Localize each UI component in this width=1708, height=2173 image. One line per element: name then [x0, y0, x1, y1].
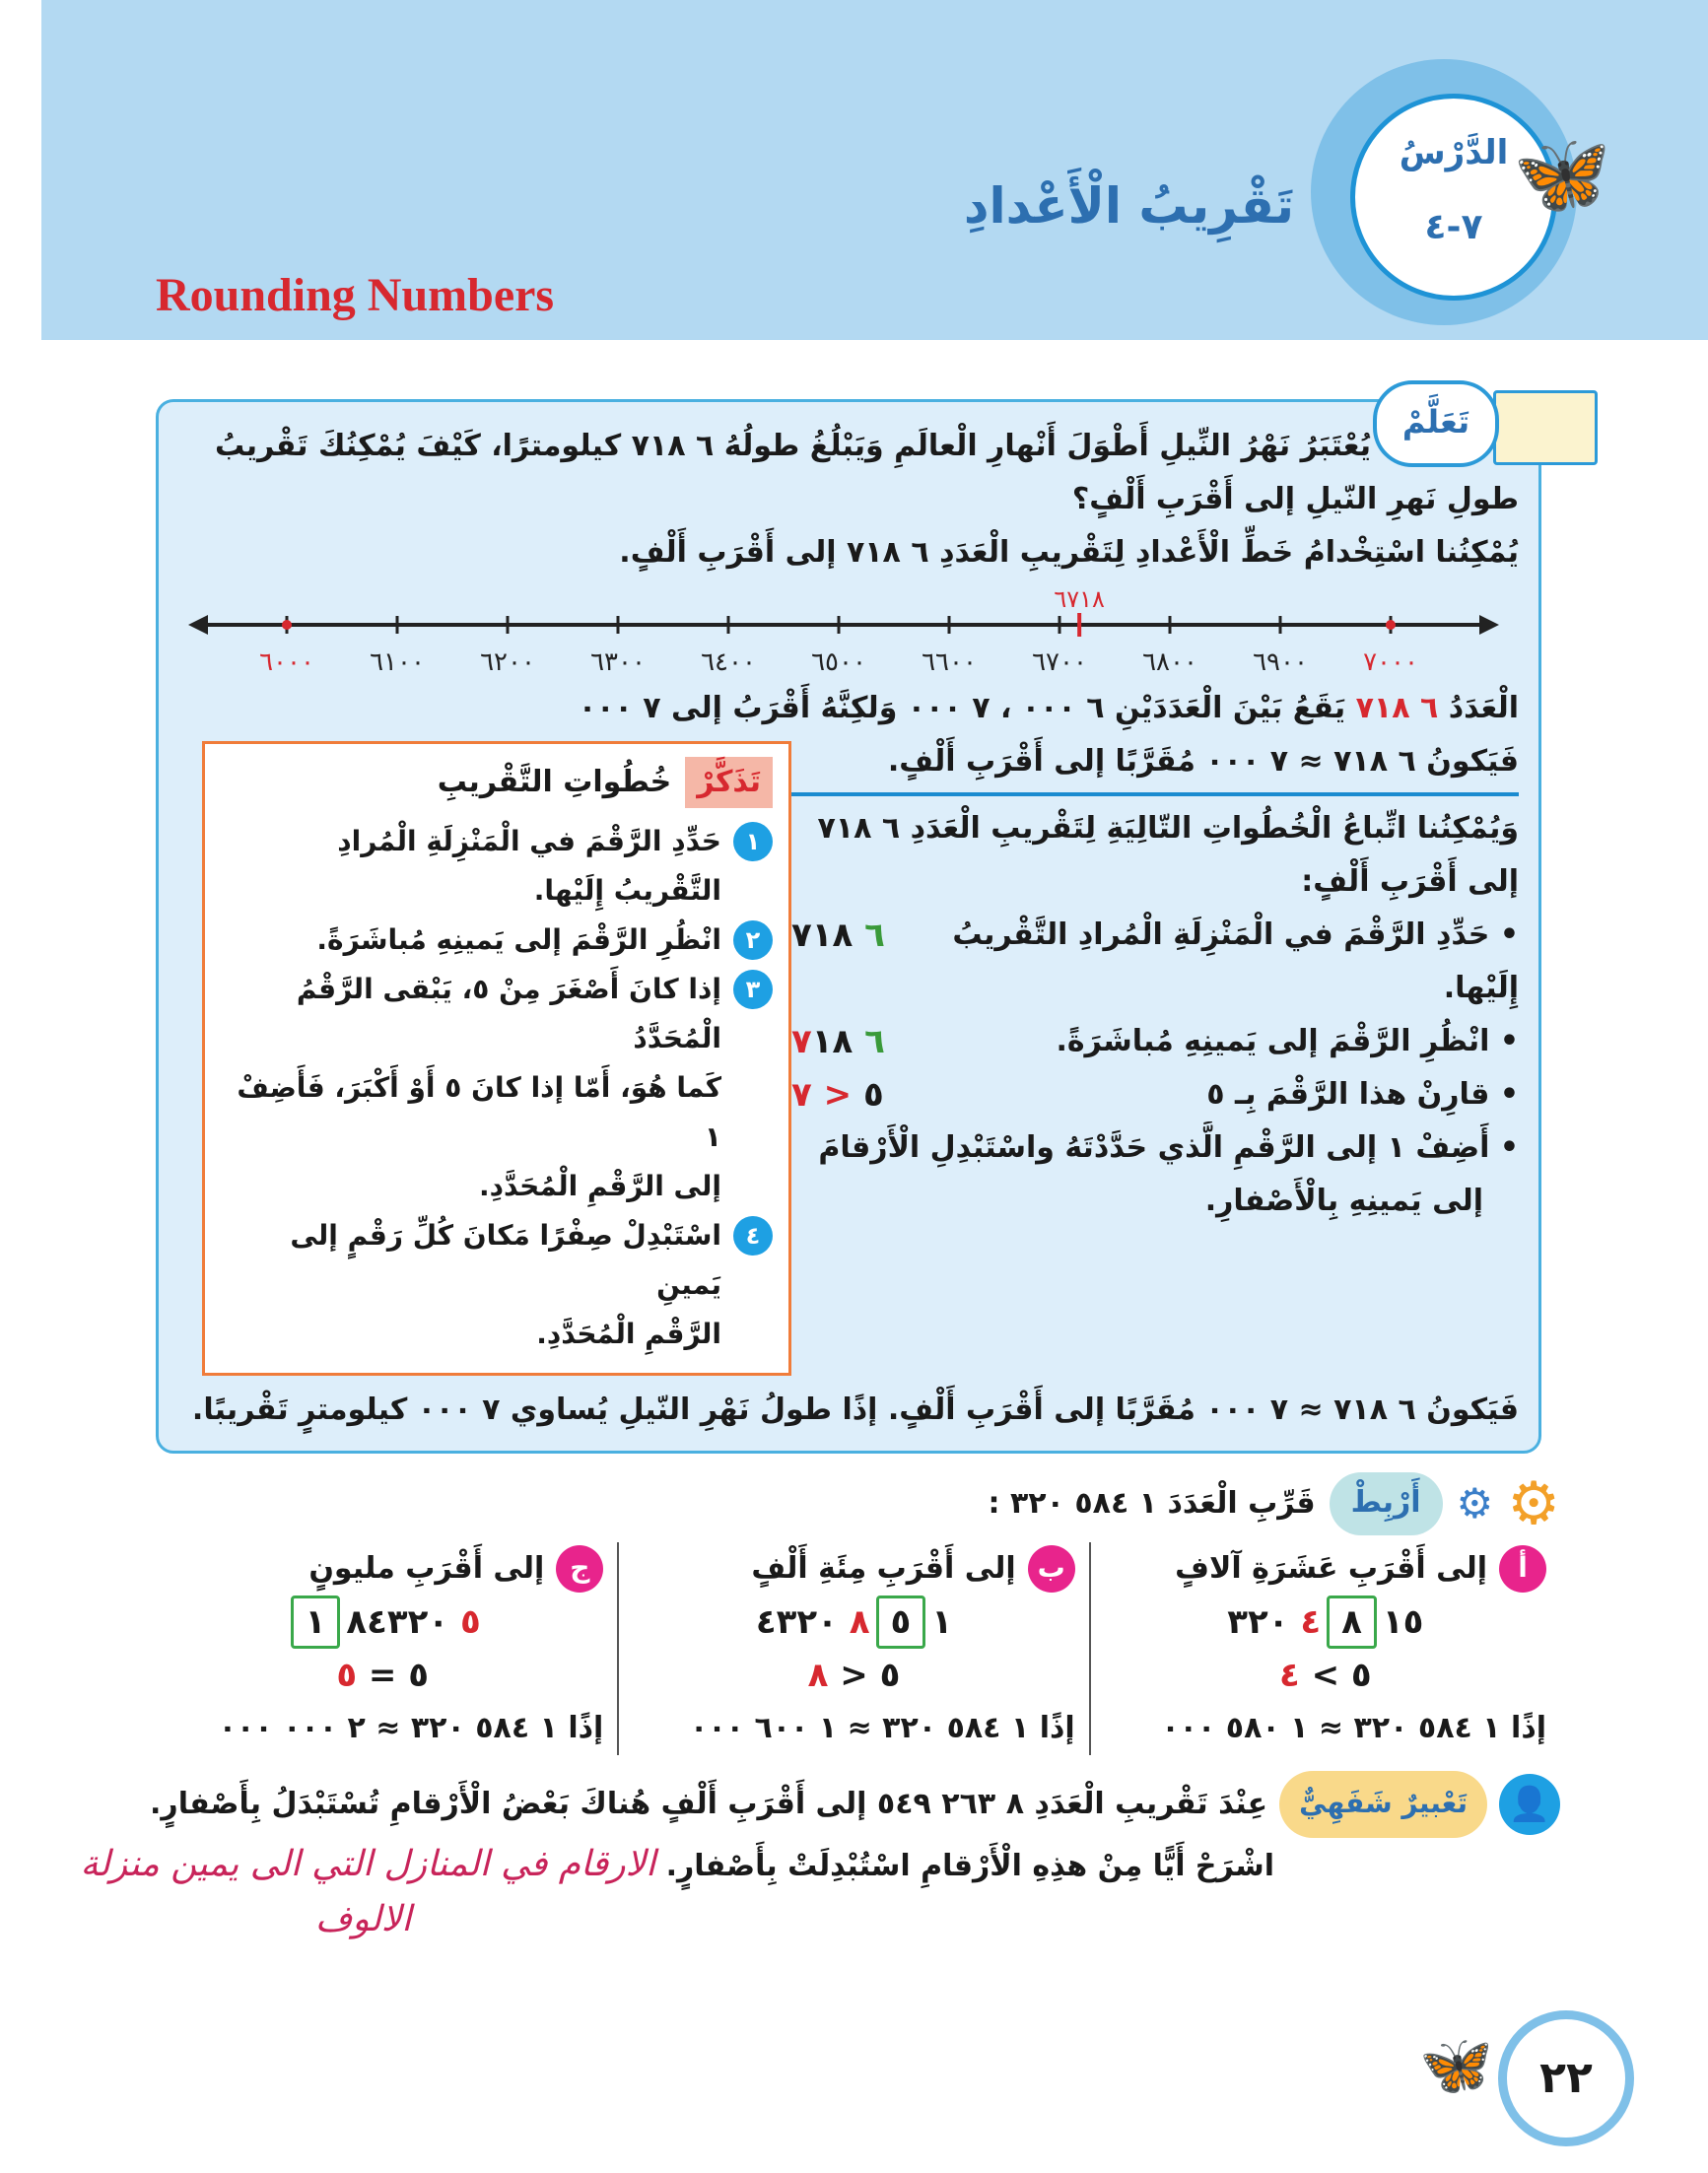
title-arabic: تَقْرِيبُ الْأَعْدادِ: [963, 177, 1294, 235]
connect-part: [148, 1542, 617, 1755]
remember-step-line: كَما هُوَ، أَمّا إذا كانَ ٥ أَوْ أَكْبَرَ، فَأَضِفْ ١: [237, 1071, 721, 1153]
tick-label: ٦٤٠٠: [701, 647, 756, 677]
oral-header: [59, 1771, 1560, 1838]
example-digits: ١٨: [811, 1022, 854, 1061]
oral-line-1: عِنْدَ تَقْريبِ الْعَدَدِ ⁦٨ ٢٦٣ ٥٤٩⁩ إلى أَقْرَبِ أَلْفٍ هُناكَ بَعْضُ الْأَرْقامِ تُسْتَبْدَلُ بِأَصْفارٍ.: [150, 1787, 1268, 1821]
part-header: [162, 1542, 603, 1596]
comparison-operator: <: [840, 1656, 868, 1695]
remember-step-line: اسْتَبْدِلْ صِفْرًا مَكانَ كُلِّ رَقْمٍ إلى يَمينِ: [290, 1219, 721, 1301]
tick-label: ٦٠٠٠: [259, 647, 314, 677]
remember-step-line: الرَّقْمِ الْمُحَدَّدِ.: [536, 1318, 721, 1350]
example-digit: ٦: [864, 1022, 885, 1061]
working-number: [1105, 1596, 1546, 1649]
bullet-1-example: [791, 909, 939, 962]
oral-line-2: اشْرَحْ أَيًّا مِنْ هذِهِ الْأَرْقامِ اسْتُبْدِلَتْ بِأَصْفارٍ.: [665, 1849, 1274, 1883]
part-letter-badge: ج: [556, 1545, 603, 1593]
connect-prompt: قَرِّبِ الْعَدَدَ ⁦١ ٥٨٤ ٣٢٠⁩ :: [988, 1486, 1316, 1521]
connect-section: [148, 1471, 1560, 1755]
comparison-left: ٥: [879, 1656, 901, 1695]
bullet-1: [791, 909, 1519, 1015]
remember-step-line: انْظُرِ الرَّقْمَ إلى يَمينِهِ مُباشَرَةً.: [316, 923, 721, 956]
example-digit: ٧: [791, 1075, 812, 1115]
arrow-right-icon: [1479, 615, 1499, 635]
connect-part: [617, 1542, 1088, 1755]
bullet-text: انْظُرِ الرَّقْمَ إلى يَمينِهِ مُباشَرَةً.: [1056, 1024, 1490, 1058]
working-number: [162, 1596, 603, 1649]
step-number-badge: ٢: [733, 920, 773, 960]
part-result: إذًا ⁦١ ٥٨٤ ٣٢٠ ≈ ٢ ٠٠٠ ٠٠٠⁩: [218, 1711, 604, 1745]
boxed-digit: ٥: [876, 1596, 926, 1649]
remember-step-text: [221, 916, 721, 965]
steps-intro-2: إلى أَقْرَبِ أَلْفٍ:: [1301, 864, 1519, 899]
digits-right: ٤٣٢٠: [755, 1602, 838, 1642]
between-label: الْعَدَدُ: [1448, 691, 1519, 725]
part-label: إلى أَقْرَبِ مليونٍ: [308, 1551, 545, 1586]
boxed-digit: ١: [291, 1596, 341, 1649]
next-digit: ٤: [1300, 1602, 1322, 1642]
bullet-text: قارِنْ هذا الرَّقْمَ بِـ ٥: [1206, 1077, 1490, 1112]
part-header: [1105, 1542, 1546, 1596]
tick-label: ٦٩٠٠: [1253, 647, 1308, 677]
example-digit: ٥: [862, 1075, 884, 1115]
part-result: إذًا ⁦١ ٥٨٤ ٣٢٠ ≈ ١ ٥٨٠ ٠٠٠⁩: [1161, 1711, 1546, 1745]
tick-label: ٦٧٠٠: [1032, 647, 1087, 677]
remember-step: [221, 965, 773, 1211]
part-letter-badge: أ: [1499, 1545, 1546, 1593]
learn-line-1: يُعْتَبَرُ نَهْرُ النِّيلِ أَطْوَلَ أَنْهارِ الْعالَمِ وَيَبْلُغُ طولُهُ ⁦٦ ٧١٨⁩ كيلومترًا، كَيْفَ يُمْكِنُكَ تَقْريبُ: [214, 429, 1371, 463]
gear-icon: ⚙: [1507, 1469, 1560, 1538]
tick-label: ٦٨٠٠: [1142, 647, 1197, 677]
bullet-4: [791, 1121, 1519, 1175]
lesson-number: ٧-٤: [1424, 207, 1483, 247]
comparison-right: ٥: [336, 1656, 358, 1695]
tick-label: ٦٣٠٠: [590, 647, 646, 677]
remember-step-text: [221, 1211, 721, 1359]
number-line-area: [178, 579, 1519, 682]
step-number-badge: ١: [733, 822, 773, 861]
remember-step-line: إذا كانَ أَصْغَرَ مِنْ ٥، يَبْقى الرَّقْمُ الْمُحَدَّدُ: [296, 973, 721, 1054]
remember-step-line: حَدِّدِ الرَّقْمَ في الْمَنْزِلَةِ الْمُرادِ التَّقْريبُ إِلَيْها.: [337, 825, 721, 907]
tick-label: ٧٠٠٠: [1363, 647, 1418, 677]
connect-tag: أَرْبِطْ: [1330, 1472, 1443, 1535]
bullet-3-example: [791, 1068, 939, 1121]
example-digit: ٧: [791, 1022, 812, 1061]
steps-intro-1: وَيُمْكِنُنا اتِّباعُ الْخُطُواتِ التّالِيَةِ لِتَقْريبِ الْعَدَدِ ⁦٦ ٧١٨⁩: [817, 811, 1519, 846]
conclusion-line: فَيَكونُ ⁦٦ ٧١٨ ≈ ٧ ٠٠٠⁩ مُقَرَّبًا إلى أَقْرَبِ أَلْفٍ. إذًا طولُ نَهْرِ النّيلِ يُساوي ⁦٧ ٠٠٠⁩ كيلومترٍ تَقْريبًا.: [191, 1392, 1519, 1427]
step-number-badge: ٣: [733, 970, 773, 1009]
learn-section: [156, 399, 1541, 1454]
connect-header: [148, 1471, 1560, 1536]
example-digits: ٧١٨: [791, 916, 854, 955]
remember-header: [221, 756, 773, 809]
endpoint-dot: [282, 620, 292, 630]
comparison-operator: =: [368, 1656, 397, 1695]
tick-label: ٦٦٠٠: [922, 647, 977, 677]
comparison-left: ٥: [1350, 1656, 1372, 1695]
number-line: [178, 579, 1509, 682]
bullet-2: [791, 1015, 1519, 1068]
divider: [791, 792, 1519, 796]
example-digit: ٦: [864, 916, 885, 955]
title-english: Rounding Numbers: [156, 269, 555, 321]
so-line: فَيَكونُ ⁦٦ ٧١٨ ≈ ٧ ٠٠٠⁩ مُقَرَّبًا إلى أَقْرَبِ أَلْفٍ.: [887, 744, 1519, 779]
next-digit: ٥: [459, 1602, 481, 1642]
remember-step-line: إلى الرَّقْمِ الْمُحَدَّدِ.: [479, 1170, 721, 1202]
digits-left: ١٥: [1382, 1602, 1424, 1642]
remember-step: [221, 916, 773, 965]
bullet-3-text: • قارِنْ هذا الرَّقْمَ بِـ ٥: [1206, 1077, 1519, 1112]
comparison-right: ٤: [1278, 1656, 1300, 1695]
handwritten-answer-2: الالوف: [315, 1899, 412, 1939]
marker-label: ٦٧١٨: [1054, 585, 1105, 613]
example-operator: <: [823, 1075, 853, 1115]
butterfly-icon: 🦋: [1419, 2031, 1493, 2100]
part-result: إذًا ⁦١ ٥٨٤ ٣٢٠ ≈ ١ ٦٠٠ ٠٠٠⁩: [690, 1711, 1075, 1745]
bullet-2-example: [791, 1015, 939, 1068]
gear-icon: ⚙: [1456, 1479, 1494, 1528]
comparison-operator: >: [1311, 1656, 1340, 1695]
working-number: [633, 1596, 1074, 1649]
digits-right: ٨٤٣٢٠: [346, 1602, 449, 1642]
between-line: [178, 682, 1519, 735]
between-number: ⁦٦ ٧١٨⁩: [1355, 691, 1439, 725]
bullet-3: [791, 1068, 1519, 1121]
remember-steps: [221, 817, 773, 1359]
endpoint-dot: [1386, 620, 1396, 630]
tick-label: ٦١٠٠: [370, 647, 425, 677]
bullet-text: أَضِفْ ١ إلى الرَّقْمِ الَّذي حَدَّدْتَهُ واسْتَبْدِلِ الْأَرْقامَ: [818, 1130, 1490, 1165]
part-label: إلى أَقْرَبِ عَشَرَةِ آلافٍ: [1175, 1551, 1487, 1586]
speaker-icon: 👤: [1499, 1774, 1560, 1835]
oral-section: [59, 1771, 1560, 1946]
connect-parts: [148, 1542, 1560, 1755]
remember-title: خُطُواتِ التَّقْريبِ: [437, 765, 672, 799]
part-letter-badge: ب: [1028, 1545, 1075, 1593]
comparison: [162, 1649, 603, 1702]
handwritten-answer-1: الارقام في المنازل التي الى يمين منزلة: [80, 1844, 656, 1884]
digits-right: ٣٢٠: [1227, 1602, 1289, 1642]
bullet-4-cont: إلى يَمينِهِ بِالْأَصْفارِ.: [1204, 1184, 1483, 1218]
comparison: [1105, 1649, 1546, 1702]
learn-tag: تَعَلَّمْ: [1373, 380, 1499, 467]
comparison-left: ٥: [408, 1656, 430, 1695]
comparison: [633, 1649, 1074, 1702]
remember-step: [221, 817, 773, 916]
tick-label: ٦٢٠٠: [480, 647, 535, 677]
part-header: [633, 1542, 1074, 1596]
remember-step-text: [221, 965, 721, 1211]
digits-left: ١: [931, 1602, 953, 1642]
remember-step-text: [221, 817, 721, 916]
bullet-text: حَدِّدِ الرَّقْمَ في الْمَنْزِلَةِ الْمُرادِ التَّقْريبُ إِلَيْها.: [952, 917, 1519, 1005]
remember-tag: تَذَكَّرْ: [685, 757, 773, 808]
bullet-4-text: • أَضِفْ ١ إلى الرَّقْمِ الَّذي حَدَّدْتَهُ واسْتَبْدِلِ الْأَرْقامَ: [818, 1130, 1519, 1165]
between-text: يَقَعُ بَيْنَ الْعَدَدَيْنِ ⁦٦ ٠٠٠⁩ ، ⁦٧ ٠٠٠⁩ وَلكِنَّهُ أَقْرَبُ إلى ⁦٧ ٠٠٠⁩: [578, 691, 1346, 725]
learn-line-3: يُمْكِنُنا اسْتِخْدامُ خَطِّ الْأَعْدادِ لِتَقْريبِ الْعَدَدِ ⁦٦ ٧١٨⁩ إلى أَقْرَبِ أَلْفٍ.: [619, 535, 1519, 570]
lesson-label: الدَّرْسُ: [1399, 133, 1509, 172]
step-number-badge: ٤: [733, 1216, 773, 1256]
tick-label: ٦٥٠٠: [811, 647, 866, 677]
handwritten-answer-2-row: [59, 1893, 1560, 1946]
connect-part: [1089, 1542, 1560, 1755]
boxed-digit: ٨: [1327, 1596, 1377, 1649]
remember-step: [221, 1211, 773, 1359]
book-icon: [1493, 390, 1598, 465]
next-digit: ٨: [849, 1602, 870, 1642]
remember-box: [202, 741, 791, 1376]
bullet-2-text: • انْظُرِ الرَّقْمَ إلى يَمينِهِ مُباشَرَةً.: [1056, 1024, 1519, 1058]
learn-line-2: طولِ نَهرِ النّيلِ إلى أَقْرَبِ أَلْفٍ؟: [1071, 482, 1519, 516]
page-number: ٢٢: [1498, 2010, 1634, 2146]
comparison-right: ٨: [807, 1656, 829, 1695]
part-label: إلى أَقْرَبِ مِئَةِ أَلْفٍ: [751, 1551, 1016, 1586]
oral-line-2-row: [59, 1838, 1560, 1893]
oral-tag: تَعْبيرٌ شَفَهِيٌّ: [1279, 1771, 1487, 1838]
bullet-1-text: • حَدِّدِ الرَّقْمَ في الْمَنْزِلَةِ الْمُرادِ التَّقْريبُ إِلَيْها.: [952, 917, 1519, 1005]
arrow-left-icon: [188, 615, 208, 635]
butterfly-icon: 🦋: [1513, 128, 1611, 220]
